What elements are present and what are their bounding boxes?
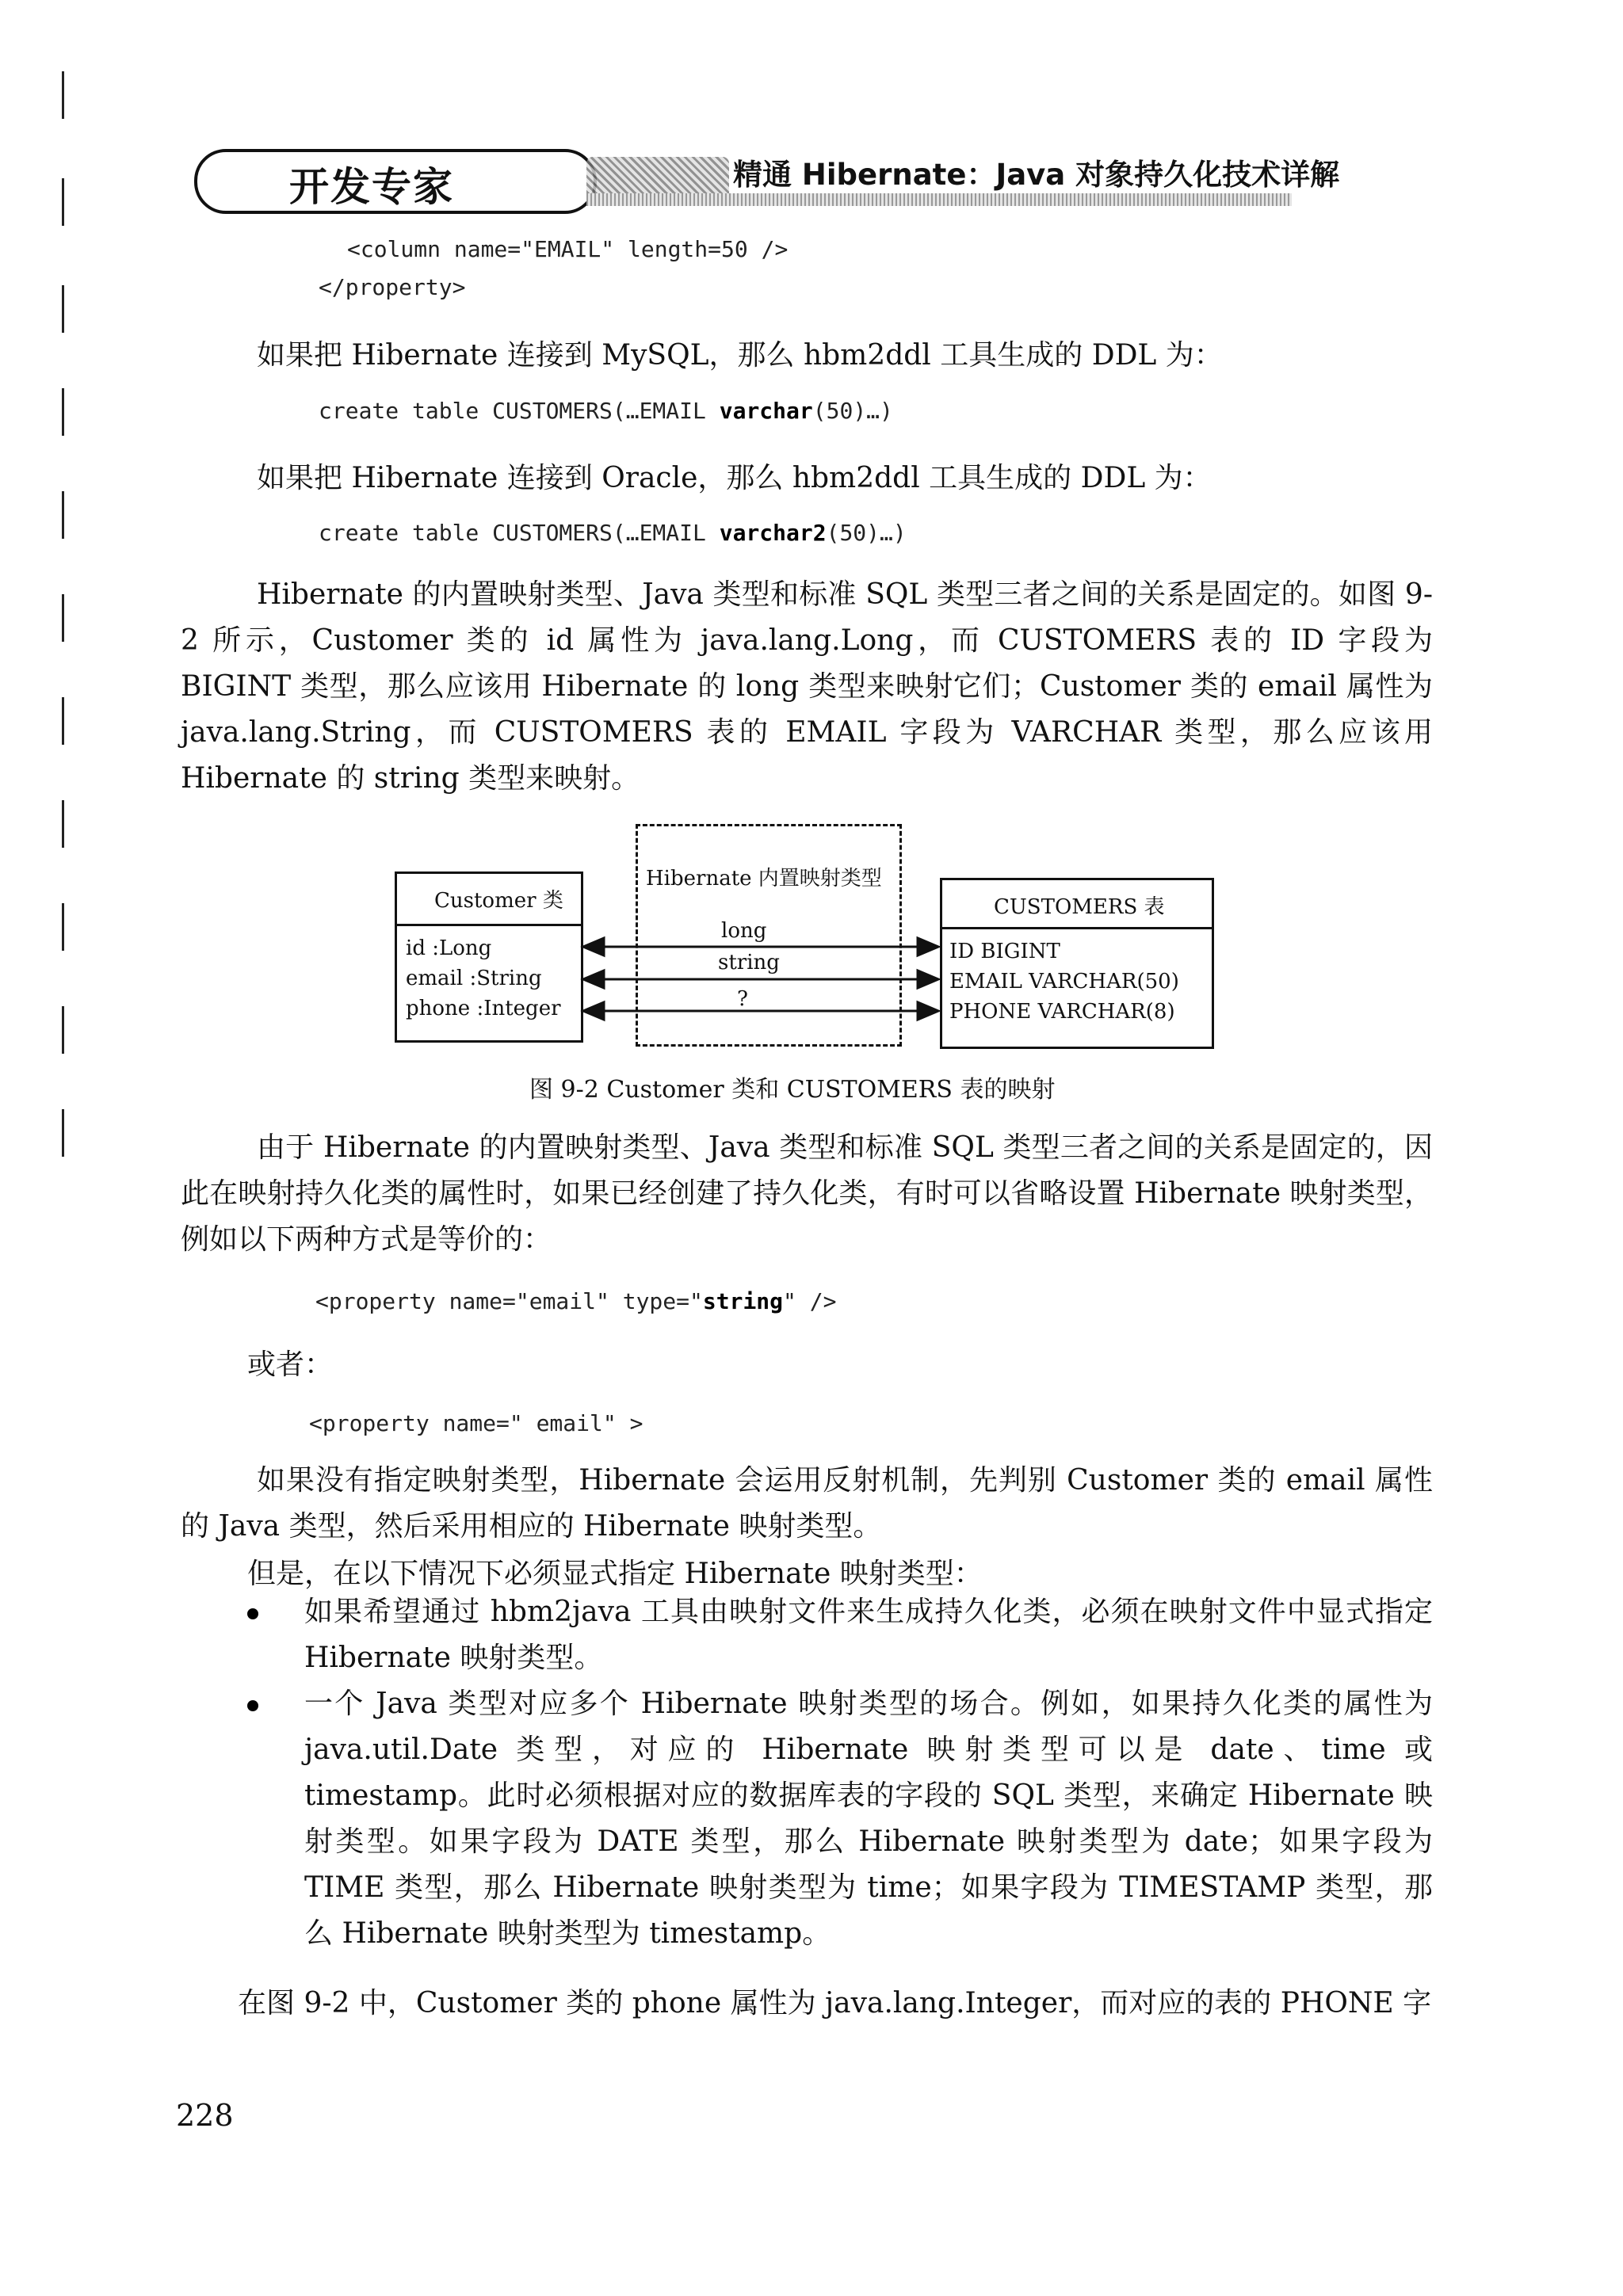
arrow-head xyxy=(583,938,604,955)
paragraph-must-specify: 但是，在以下情况下必须显式指定 Hibernate 映射类型： xyxy=(247,1558,983,1590)
customers-table-title: CUSTOMERS 表 xyxy=(994,895,1165,919)
arrow-head xyxy=(583,971,604,988)
bullet-item: 如果希望通过 hbm2java 工具由映射文件来生成持久化类，必须在映射文件中显式指定 Hibernate 映射类型。 xyxy=(304,1596,1433,1674)
paragraph-mysql: 如果把 Hibernate 连接到 MySQL，那么 hbm2ddl 工具生成的 DDL 为： xyxy=(257,339,1223,372)
middle-title: Hibernate 内置映射类型 xyxy=(646,862,882,891)
customers-table-row: ID BIGINT xyxy=(949,940,1060,963)
header-badge: 开发专家 xyxy=(289,164,454,210)
arrow-head xyxy=(583,1002,604,1020)
customers-table-row: EMAIL VARCHAR(50) xyxy=(949,970,1179,994)
middle-row: ? xyxy=(737,987,748,1011)
code-property-typed: <property name="email" type="string" /> xyxy=(315,1288,837,1314)
arrow-head xyxy=(918,971,938,988)
bullet-dot xyxy=(247,1608,258,1619)
paragraph-equivalent: 由于 Hibernate 的内置映射类型、Java 类型和标准 SQL 类型三者之间的关系是固定的，因此在映射持久化类的属性时，如果已经创建了持久化类，有时可以省略设置 Hibernate 映射类型，例如以下两种方式是等价的： xyxy=(181,1131,1433,1256)
customer-class-row: id :Long xyxy=(406,936,492,960)
bullet-dot xyxy=(247,1700,258,1711)
customers-table-row: PHONE VARCHAR(8) xyxy=(949,1000,1175,1024)
paragraph-phone: 在图 9-2 中，Customer 类的 phone 属性为 java.lang.Integer，而对应的表的 PHONE 字 xyxy=(238,1987,1432,2019)
code-line: <column name="EMAIL" length=50 /> xyxy=(347,236,789,262)
customer-class-row: email :String xyxy=(406,967,542,990)
paragraph-oracle: 如果把 Hibernate 连接到 Oracle，那么 hbm2ddl 工具生成的 DDL 为： xyxy=(257,462,1212,494)
figure-caption: 图 9-2 Customer 类和 CUSTOMERS 表的映射 xyxy=(529,1076,1056,1104)
margin-mark xyxy=(62,1109,64,1157)
bullet-item: 一个 Java 类型对应多个 Hibernate 映射类型的场合。例如，如果持久化类的属性为 java.util.Date 类型，对应的 Hibernate 映射类型可以是 date、time 或 timestamp。此时必须根据对应的数据库表的字段的 SQL 类型，来确定 Hibernate 映射类型。如果字段为 DATE 类型，那么 Hibernate 映射类型为 date；如果字段为 TIME 类型，那么 Hibernate 映射类型为 time；如果字段为 TIMESTAMP 类型，那么 Hibernate 映射类型为 timestamp。 xyxy=(304,1688,1433,1950)
mapping-arrows xyxy=(0,0,1623,1109)
ddl-oracle: create table CUSTOMERS(…EMAIL varchar2(50)…) xyxy=(319,520,907,546)
middle-row: long xyxy=(721,919,767,943)
paragraph-reflection: 如果没有指定映射类型，Hibernate 会运用反射机制，先判别 Customer 类的 email 属性的 Java 类型，然后采用相应的 Hibernate 映射类型。 xyxy=(181,1464,1433,1543)
ddl-mysql: create table CUSTOMERS(…EMAIL varchar(50)…) xyxy=(319,398,893,424)
customer-class-title: Customer 类 xyxy=(434,889,563,913)
code-line: </property> xyxy=(319,274,466,300)
code-property-untyped: <property name=" email" > xyxy=(309,1410,643,1436)
customer-class-row: phone :Integer xyxy=(406,997,561,1020)
middle-row: string xyxy=(718,951,780,974)
header-title: 精通 Hibernate：Java 对象持久化技术详解 xyxy=(733,158,1340,192)
page-number: 228 xyxy=(176,2098,234,2133)
paragraph-mapping-intro: Hibernate 的内置映射类型、Java 类型和标准 SQL 类型三者之间的关系是固定的。如图 9-2 所示，Customer 类的 id 属性为 java.lang.Long，而 CUSTOMERS 表的 ID 字段为 BIGINT 类型，那么应该用 Hibernate 的 long 类型来映射它们；Customer 类的 email 属性为 java.lang.String，而 CUSTOMERS 表的 EMAIL 字段为 VARCHAR 类型，那么应该用 Hibernate 的 string 类型来映射。 xyxy=(181,578,1433,795)
arrow-head xyxy=(918,938,938,955)
arrow-head xyxy=(918,1002,938,1020)
or-text: 或者： xyxy=(247,1348,334,1381)
